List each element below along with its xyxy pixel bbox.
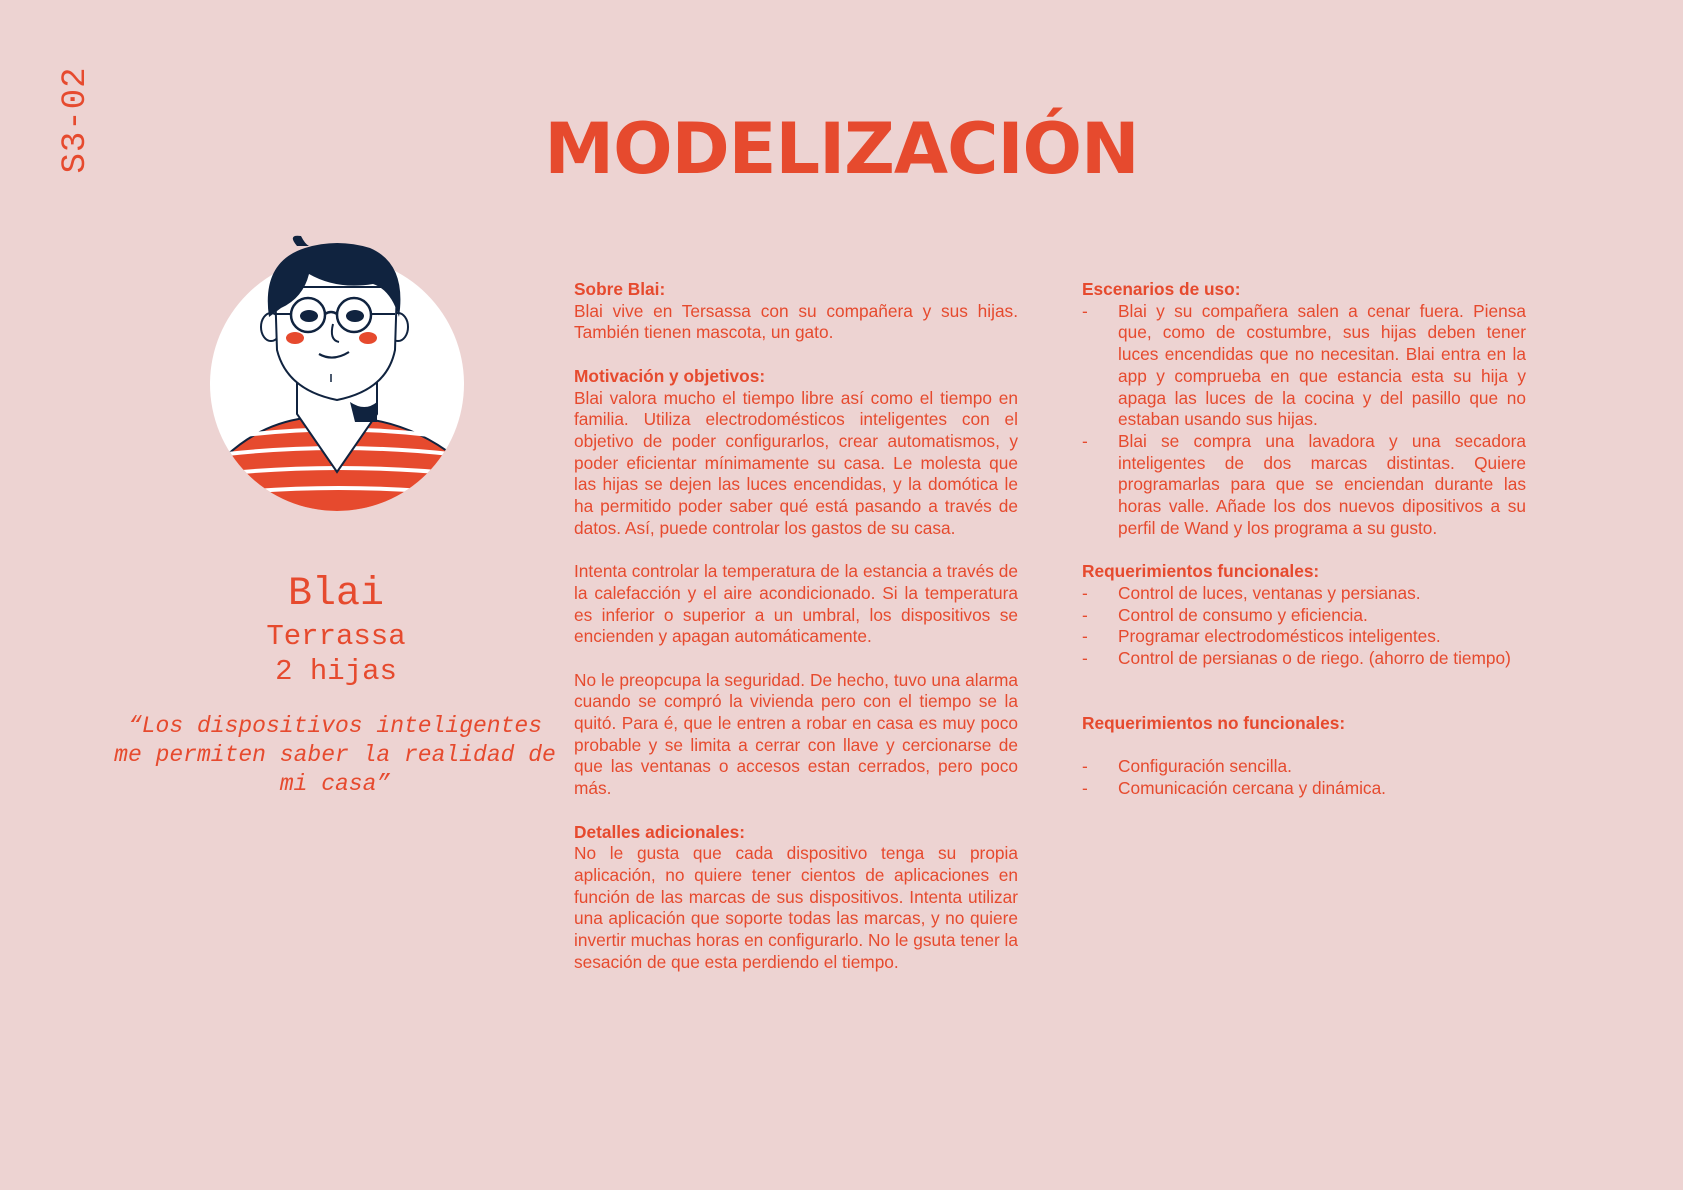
details-heading: Detalles adicionales:: [574, 821, 745, 842]
man-with-glasses-avatar-icon: [205, 232, 475, 514]
persona-quote: “Los dispositivos inteligentes me permiten saber la realidad de mi casa”: [114, 713, 556, 797]
requirements-column: [1082, 279, 1526, 799]
persona-details-column: [574, 279, 1018, 973]
non-functional-heading: Requerimientos no funcionales:: [1082, 712, 1346, 733]
list-item: - Blai y su compañera salen a cenar fuera. Piensa que, como de costumbre, sus hijas deben tener luces encendidas que no necesitan. Blai entra en la app y comprueba en que estancia esta su hija y apaga las luces de la cocina y del pasillo que no estaban usando sus hijas.: [1082, 301, 1526, 431]
list-item: - Control de consumo y eficiencia.: [1082, 605, 1526, 627]
persona-kids: 2 hijas: [275, 655, 397, 688]
motivation-paragraph-3: No le preopcupa la seguridad. De hecho, tuvo una alarma cuando se compró la vivienda pero con el tiempo se la quitó. Para é, que le entren a robar en casa es muy poco probable y se limita a cerrar con llave y cercionarse de que las ventanas o accesos estan cerrados, pero poco más.: [574, 669, 1018, 799]
scenarios-heading: Escenarios de uso:: [1082, 279, 1241, 299]
list-item: - Comunicación cercana y dinámica.: [1082, 778, 1526, 800]
motivation-paragraph-2: Intenta controlar la temperatura de la estancia a través de la calefacción y el aire acondicionado. Si la temperatura es inferior o superior a un umbral, los dispositivos se encienden y apagan automáticamente.: [574, 561, 1018, 647]
details-text: No le gusta que cada dispositivo tenga su propia aplicación, no quiere tener cientos de aplicaciones en función de las marcas de sus dispositivos. Intenta utilizar una aplicación que soporte todas las marcas, y no quiere invertir muchas horas en configurarlo. No le gsuta tener la sesación de que esta perdiendo el tiempo.: [574, 843, 1018, 972]
motivation-heading: Motivación y objetivos:: [574, 365, 766, 386]
persona-city: Terrassa: [266, 620, 406, 653]
slide-code-label: S3-02: [57, 66, 95, 174]
about-heading: Sobre Blai:: [574, 279, 666, 299]
list-item: - Configuración sencilla.: [1082, 756, 1526, 778]
functional-heading: Requerimientos funcionales:: [1082, 561, 1320, 582]
functional-list: [1082, 583, 1526, 670]
list-item: - Blai se compra una lavadora y una secadora inteligentes de dos marcas distintas. Quiere programarlas para que se enciendan durante las horas valle. Añade los dos nuevos dipositivos a su perfil de Wand y los programa a su gusto.: [1082, 431, 1526, 540]
list-item: - Control de luces, ventanas y persianas.: [1082, 583, 1526, 605]
page-title: MODELIZACIÓN: [544, 108, 1139, 190]
list-item: - Control de persianas o de riego. (ahorro de tiempo): [1082, 648, 1526, 670]
scenarios-list: [1082, 301, 1526, 540]
non-functional-list: [1082, 756, 1526, 799]
motivation-paragraph-1: Blai valora mucho el tiempo libre así como el tiempo en familia. Utiliza electrodomésticos inteligentes con el objetivo de poder configurarlos, crear automatismos, y poder eficientar mínimamente su casa. Le molesta que las hijas se dejen las luces encendidas, y la domótica le ha permitido poder saber qué está pasando a través de datos. Así, puede controlar los gastos de su casa.: [574, 387, 1018, 538]
persona-name: Blai: [287, 572, 384, 617]
list-item: - Programar electrodomésticos inteligentes.: [1082, 626, 1526, 648]
about-text: Blai vive en Tersassa con su compañera y sus hijas. También tienen mascota, un gato.: [574, 300, 1018, 343]
